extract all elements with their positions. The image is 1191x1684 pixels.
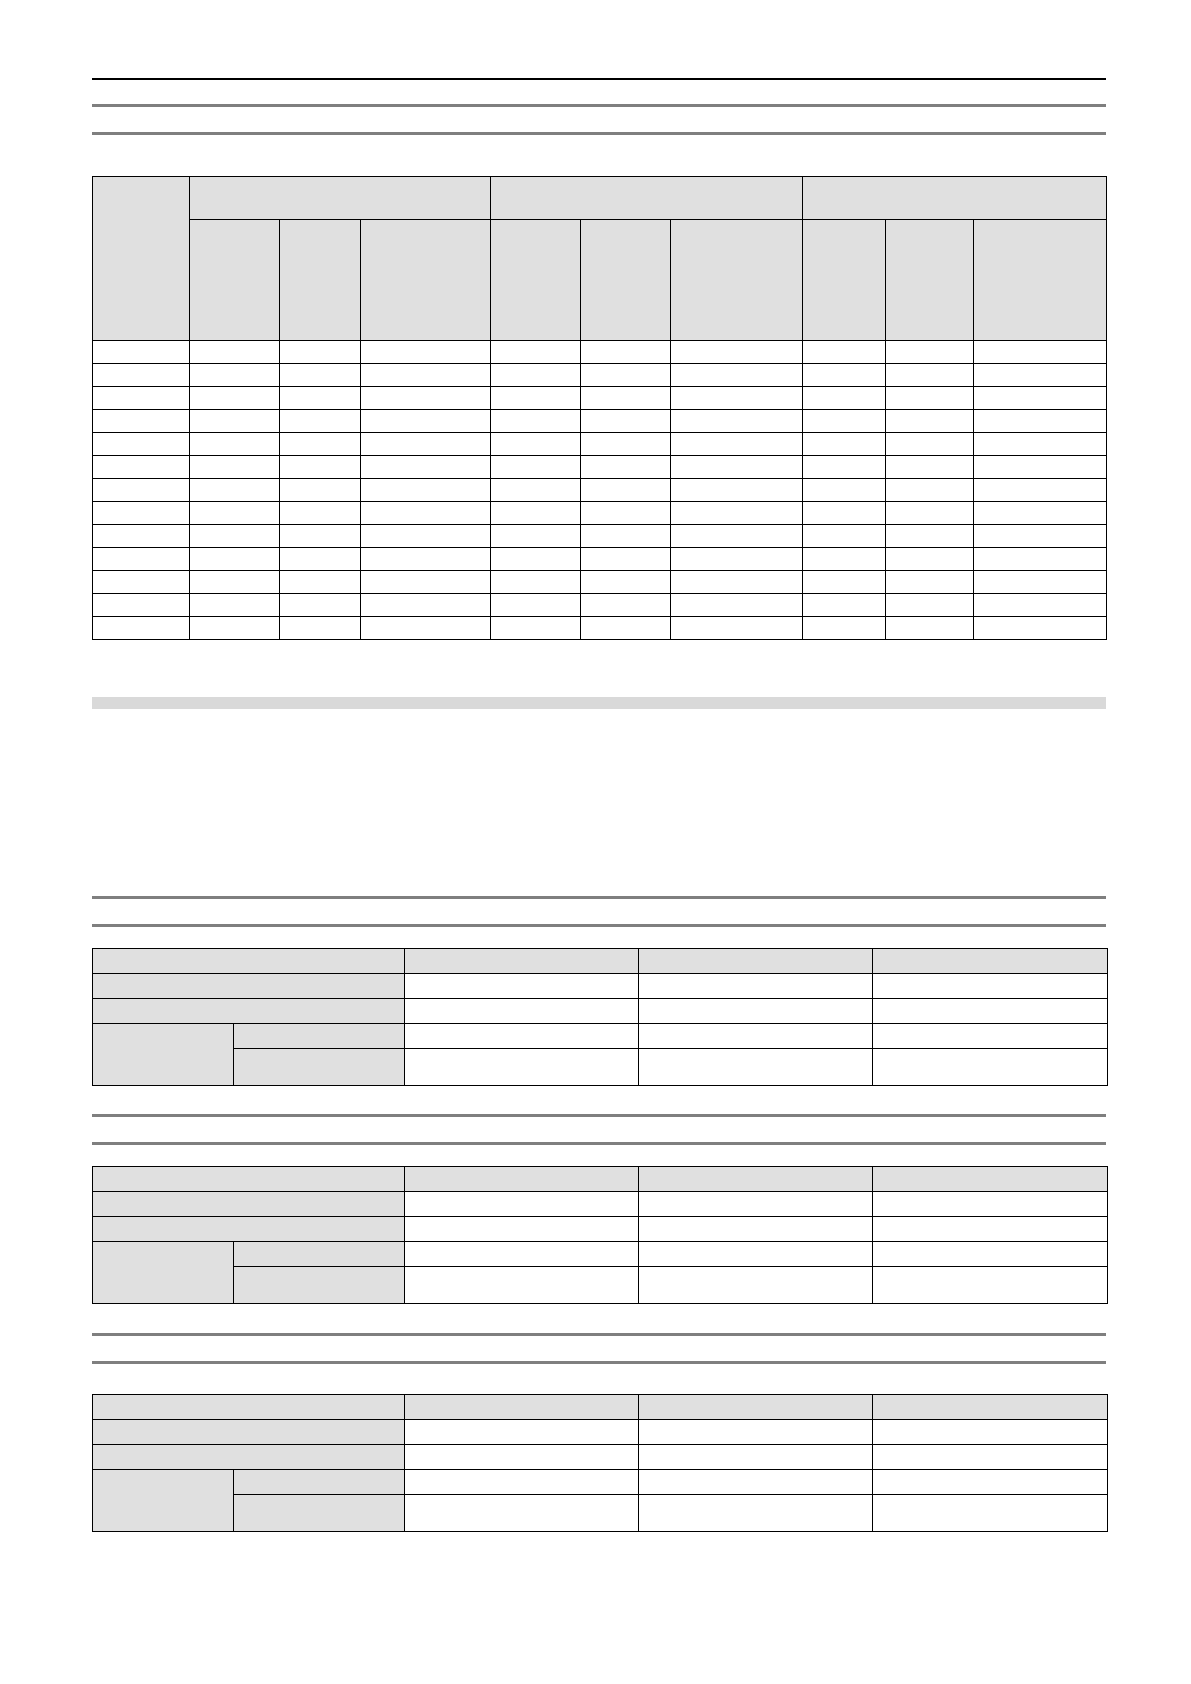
grid-sub-header (491, 220, 581, 341)
grid-cell (974, 594, 1107, 617)
grid-cell (491, 341, 581, 364)
grid-cell (886, 502, 974, 525)
grid-cell (280, 456, 361, 479)
grid-cell (886, 594, 974, 617)
spec-value-cell (639, 999, 873, 1024)
grid-cell (280, 410, 361, 433)
grid-cell (581, 594, 671, 617)
grid-cell (974, 502, 1107, 525)
grid-cell (361, 410, 491, 433)
grid-cell (974, 479, 1107, 502)
grid-cell (190, 433, 280, 456)
spec-value-cell (873, 1242, 1108, 1267)
spec-value-cell (405, 1495, 639, 1532)
grid-cell (491, 548, 581, 571)
section-rule-top (92, 1333, 1106, 1336)
grid-sub-header (974, 220, 1107, 341)
grid-cell (886, 479, 974, 502)
spec-value-cell (639, 1192, 873, 1217)
grid-cell (491, 364, 581, 387)
grid-cell (280, 433, 361, 456)
grid-cell (803, 364, 886, 387)
grid-cell (974, 364, 1107, 387)
grid-cell (491, 410, 581, 433)
spec-value-cell (639, 1049, 873, 1086)
spec-value-cell (873, 1495, 1108, 1532)
grid-cell (974, 548, 1107, 571)
spec-header-cell (873, 1395, 1108, 1420)
section-rule-bottom (92, 132, 1106, 135)
spec-header-cell (93, 1395, 405, 1420)
grid-cell (671, 364, 803, 387)
spec-row-label (93, 1420, 405, 1445)
spec-value-cell (873, 1024, 1108, 1049)
grid-row (93, 364, 1107, 387)
grid-row-label (93, 387, 190, 410)
spec-header-cell (873, 1167, 1108, 1192)
grid-row-label (93, 571, 190, 594)
grid-cell (280, 341, 361, 364)
grid-cell (280, 548, 361, 571)
spec-value-cell (873, 1049, 1108, 1086)
grid-cell (581, 410, 671, 433)
grid-cell (581, 617, 671, 640)
grid-cell (491, 456, 581, 479)
grid-cell (803, 341, 886, 364)
grid-cell (361, 571, 491, 594)
grid-sub-header (886, 220, 974, 341)
grid-cell (361, 341, 491, 364)
spec-row-label (234, 1024, 405, 1049)
grid-cell (190, 341, 280, 364)
grid-row (93, 387, 1107, 410)
grid-cell (280, 502, 361, 525)
grid-cell (974, 433, 1107, 456)
spec-row-label (93, 1192, 405, 1217)
grid-cell (803, 594, 886, 617)
grid-cell (190, 594, 280, 617)
grid-row (93, 571, 1107, 594)
grid-cell (581, 479, 671, 502)
grid-cell (671, 502, 803, 525)
page-top-rule (92, 78, 1106, 80)
grid-row (93, 594, 1107, 617)
grid-cell (671, 387, 803, 410)
grid-cell (974, 341, 1107, 364)
grid-cell (361, 479, 491, 502)
spec-value-cell (873, 1470, 1108, 1495)
grid-cell (280, 364, 361, 387)
grid-cell (190, 525, 280, 548)
spec-value-cell (639, 1420, 873, 1445)
section-rule-bottom (92, 1142, 1106, 1145)
grid-sub-header (803, 220, 886, 341)
grid-cell (803, 433, 886, 456)
grid-cell (581, 433, 671, 456)
grid-cell (190, 617, 280, 640)
grid-row-label (93, 617, 190, 640)
grid-cell (886, 341, 974, 364)
grid-cell (886, 525, 974, 548)
grid-cell (803, 548, 886, 571)
grid-cell (581, 456, 671, 479)
grid-row-label (93, 502, 190, 525)
spec-value-cell (639, 1445, 873, 1470)
grid-cell (974, 525, 1107, 548)
grid-cell (361, 387, 491, 410)
section-rule-top (92, 104, 1106, 107)
grid-cell (361, 594, 491, 617)
spec-header-cell (639, 1167, 873, 1192)
grid-cell (671, 479, 803, 502)
grid-row (93, 617, 1107, 640)
grid-cell (671, 456, 803, 479)
grid-cell (491, 594, 581, 617)
grid-row (93, 502, 1107, 525)
grid-cell (280, 571, 361, 594)
spec-value-cell (873, 1217, 1108, 1242)
grid-cell (581, 525, 671, 548)
grid-cell (190, 364, 280, 387)
grid-row (93, 410, 1107, 433)
spec-value-cell (405, 1242, 639, 1267)
grid-cell (886, 364, 974, 387)
grid-cell (671, 571, 803, 594)
spec-value-cell (873, 1445, 1108, 1470)
spec-value-cell (639, 1470, 873, 1495)
grid-table (92, 176, 1107, 640)
spec-value-cell (639, 1024, 873, 1049)
spec-value-cell (639, 1495, 873, 1532)
grid-cell (803, 502, 886, 525)
grid-cell (361, 548, 491, 571)
spec-header-cell (93, 1167, 405, 1192)
grid-cell (361, 433, 491, 456)
spec-value-cell (405, 1445, 639, 1470)
grid-sub-header (190, 220, 280, 341)
spec-value-cell (639, 1242, 873, 1267)
spec-value-cell (639, 1267, 873, 1304)
grid-row-label (93, 548, 190, 571)
spec-value-cell (405, 1267, 639, 1304)
spec-value-cell (639, 1217, 873, 1242)
grid-cell (581, 571, 671, 594)
grid-cell (491, 387, 581, 410)
spec-header-cell (873, 949, 1108, 974)
grid-cell (671, 433, 803, 456)
grid-cell (190, 548, 280, 571)
grid-cell (280, 525, 361, 548)
spec-header-cell (639, 949, 873, 974)
grid-cell (280, 479, 361, 502)
grid-cell (886, 456, 974, 479)
grid-cell (361, 364, 491, 387)
separator-band (92, 697, 1106, 709)
grid-cell (280, 617, 361, 640)
grid-row (93, 525, 1107, 548)
spec-value-cell (405, 1420, 639, 1445)
spec-value-cell (405, 1192, 639, 1217)
grid-row (93, 456, 1107, 479)
spec-value-cell (405, 1049, 639, 1086)
grid-corner-cell (93, 177, 190, 341)
grid-sub-header (361, 220, 491, 341)
spec-table (92, 948, 1108, 1086)
section-rule-top (92, 1114, 1106, 1117)
grid-sub-header (280, 220, 361, 341)
grid-cell (974, 456, 1107, 479)
grid-row (93, 341, 1107, 364)
grid-cell (803, 571, 886, 594)
grid-cell (974, 571, 1107, 594)
grid-row-label (93, 456, 190, 479)
spec-value-cell (639, 974, 873, 999)
spec-value-cell (873, 1420, 1108, 1445)
grid-cell (190, 479, 280, 502)
grid-cell (581, 502, 671, 525)
grid-cell (803, 456, 886, 479)
grid-cell (886, 548, 974, 571)
grid-cell (671, 525, 803, 548)
grid-cell (671, 410, 803, 433)
grid-cell (491, 433, 581, 456)
grid-cell (491, 502, 581, 525)
spec-value-cell (873, 1267, 1108, 1304)
grid-row-label (93, 433, 190, 456)
grid-cell (190, 410, 280, 433)
spec-row-label (234, 1242, 405, 1267)
spec-row-label (93, 974, 405, 999)
grid-cell (886, 387, 974, 410)
grid-cell (671, 594, 803, 617)
spec-row-label (93, 999, 405, 1024)
spec-value-cell (873, 1192, 1108, 1217)
grid-row-label (93, 525, 190, 548)
grid-cell (581, 364, 671, 387)
spec-value-cell (405, 974, 639, 999)
grid-cell (886, 410, 974, 433)
grid-cell (974, 617, 1107, 640)
grid-cell (581, 387, 671, 410)
spec-group-label (93, 1470, 234, 1532)
grid-sub-header (581, 220, 671, 341)
grid-row-label (93, 410, 190, 433)
spec-table (92, 1166, 1108, 1304)
grid-cell (361, 502, 491, 525)
grid-group-header (190, 177, 491, 220)
grid-group-header (491, 177, 803, 220)
grid-cell (974, 410, 1107, 433)
spec-value-cell (405, 1217, 639, 1242)
grid-cell (803, 617, 886, 640)
spec-header-cell (405, 1395, 639, 1420)
grid-row (93, 548, 1107, 571)
grid-cell (671, 548, 803, 571)
grid-sub-header (671, 220, 803, 341)
grid-row-label (93, 594, 190, 617)
spec-row-label (93, 1445, 405, 1470)
grid-cell (886, 433, 974, 456)
grid-row (93, 433, 1107, 456)
grid-cell (671, 617, 803, 640)
grid-row-label (93, 479, 190, 502)
grid-cell (886, 571, 974, 594)
grid-cell (361, 456, 491, 479)
spec-row-label (234, 1495, 405, 1532)
spec-value-cell (405, 1024, 639, 1049)
spec-group-label (93, 1024, 234, 1086)
grid-cell (581, 341, 671, 364)
spec-value-cell (405, 999, 639, 1024)
spec-value-cell (405, 1470, 639, 1495)
spec-row-label (234, 1470, 405, 1495)
grid-cell (886, 617, 974, 640)
section-rule-bottom (92, 924, 1106, 927)
grid-group-header (803, 177, 1107, 220)
grid-cell (280, 594, 361, 617)
grid-cell (190, 456, 280, 479)
grid-cell (190, 571, 280, 594)
spec-row-label (93, 1217, 405, 1242)
section-rule-bottom (92, 1361, 1106, 1364)
grid-row (93, 479, 1107, 502)
section-rule-top (92, 896, 1106, 899)
spec-group-label (93, 1242, 234, 1304)
grid-cell (803, 387, 886, 410)
grid-cell (190, 387, 280, 410)
grid-row-label (93, 364, 190, 387)
spec-header-cell (93, 949, 405, 974)
spec-table (92, 1394, 1108, 1532)
grid-cell (581, 548, 671, 571)
grid-cell (803, 410, 886, 433)
grid-cell (803, 479, 886, 502)
spec-row-label (234, 1049, 405, 1086)
grid-cell (803, 525, 886, 548)
grid-cell (361, 617, 491, 640)
spec-header-cell (405, 1167, 639, 1192)
spec-value-cell (873, 999, 1108, 1024)
grid-cell (491, 617, 581, 640)
spec-row-label (234, 1267, 405, 1304)
spec-header-cell (405, 949, 639, 974)
spec-value-cell (873, 974, 1108, 999)
grid-cell (671, 341, 803, 364)
grid-cell (190, 502, 280, 525)
grid-cell (280, 387, 361, 410)
grid-cell (491, 479, 581, 502)
grid-cell (361, 525, 491, 548)
grid-cell (491, 571, 581, 594)
grid-row-label (93, 341, 190, 364)
spec-header-cell (639, 1395, 873, 1420)
grid-cell (491, 525, 581, 548)
grid-cell (974, 387, 1107, 410)
